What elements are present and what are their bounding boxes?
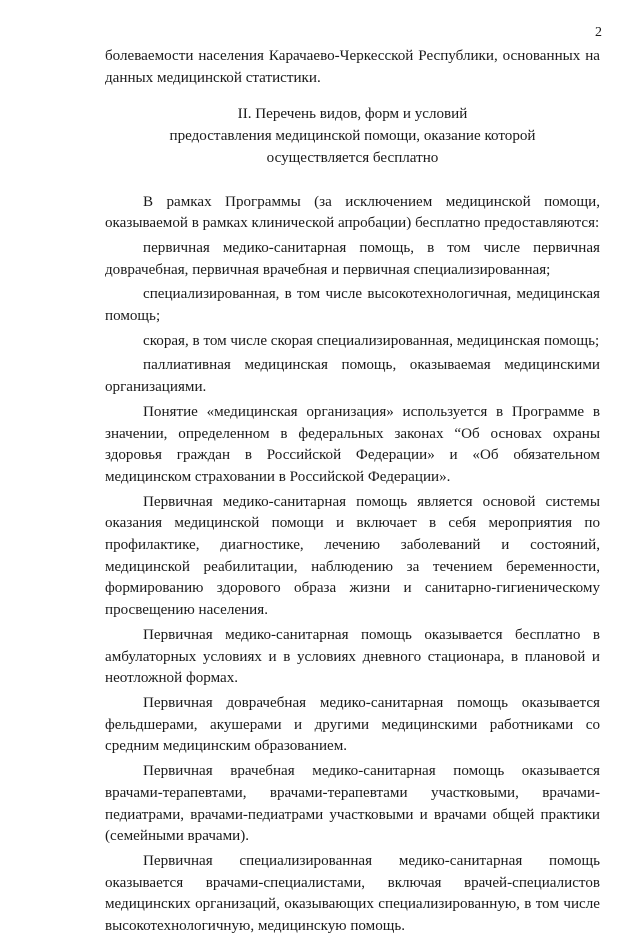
paragraph-primary-care: первичная медико-санитарная помощь, в том числе первичная доврачебная, первичная врачебная и первичная специализированная;	[105, 239, 600, 278]
paragraph-palliative-care: паллиативная медицинская помощь, оказываемая медицинскими организациями.	[105, 357, 600, 396]
document-body	[105, 46, 600, 938]
paragraph-pre-doctor-care: Первичная доврачебная медико-санитарная помощь оказывается фельдшерами, акушерами и другими медицинскими работниками со средним медицинским образованием.	[105, 694, 600, 755]
section-heading-line-3: осуществляется бесплатно	[266, 149, 439, 166]
page-number: 2	[595, 25, 602, 40]
section-heading-line-2: предоставления медицинской помощи, оказание которой	[169, 128, 536, 145]
paragraph-doctor-care: Первичная врачебная медико-санитарная помощь оказывается врачами-терапевтами, врачами-терапевтами участковыми, врачами-педиатрами, врачами-педиатрами участковыми и врачами общей практики (семейными врачами).	[105, 763, 600, 845]
paragraph-specialist-care: Первичная специализированная медико-санитарная помощь оказывается врачами-специалистами, включая врачей-специалистов медицинских организаций, оказывающих специализированную, в том числе высокотехнологичную, медицинскую помощь.	[105, 852, 600, 935]
opening-fragment: болеваемости населения Карачаево-Черкесской Республики, основанных на данных медицинской статистики.	[105, 48, 600, 86]
paragraph-medical-organization: Понятие «медицинская организация» используется в Программе в значении, определенном в федеральных законах “Об основах охраны здоровья граждан в Российской Федерации» и «Об обязательном медицинском страховании в Российской Федерации».	[105, 403, 600, 485]
paragraph-intro: В рамках Программы (за исключением медицинской помощи, оказываемой в рамках клинической апробации) бесплатно предоставляются:	[105, 193, 600, 232]
paragraph-specialized-care: специализированная, в том числе высокотехнологичная, медицинская помощь;	[105, 286, 600, 325]
paragraph-primary-care-basis: Первичная медико-санитарная помощь является основой системы оказания медицинской помощи и включает в себя мероприятия по профилактике, диагностике, лечению заболеваний и состояний, медицинской реабилитации, наблюдению за течением беременности, формированию здорового образа жизни и санитарно-гигиеническому просвещению населения.	[105, 493, 600, 619]
section-heading-line-1: II. Перечень видов, форм и условий	[237, 106, 468, 123]
paragraph-primary-care-free: Первичная медико-санитарная помощь оказывается бесплатно в амбулаторных условиях и в условиях дневного стационара, в плановой и неотложной формах.	[105, 626, 600, 687]
section-heading	[105, 104, 600, 169]
paragraph-emergency-care: скорая, в том числе скорая специализированная, медицинская помощь;	[143, 332, 600, 349]
